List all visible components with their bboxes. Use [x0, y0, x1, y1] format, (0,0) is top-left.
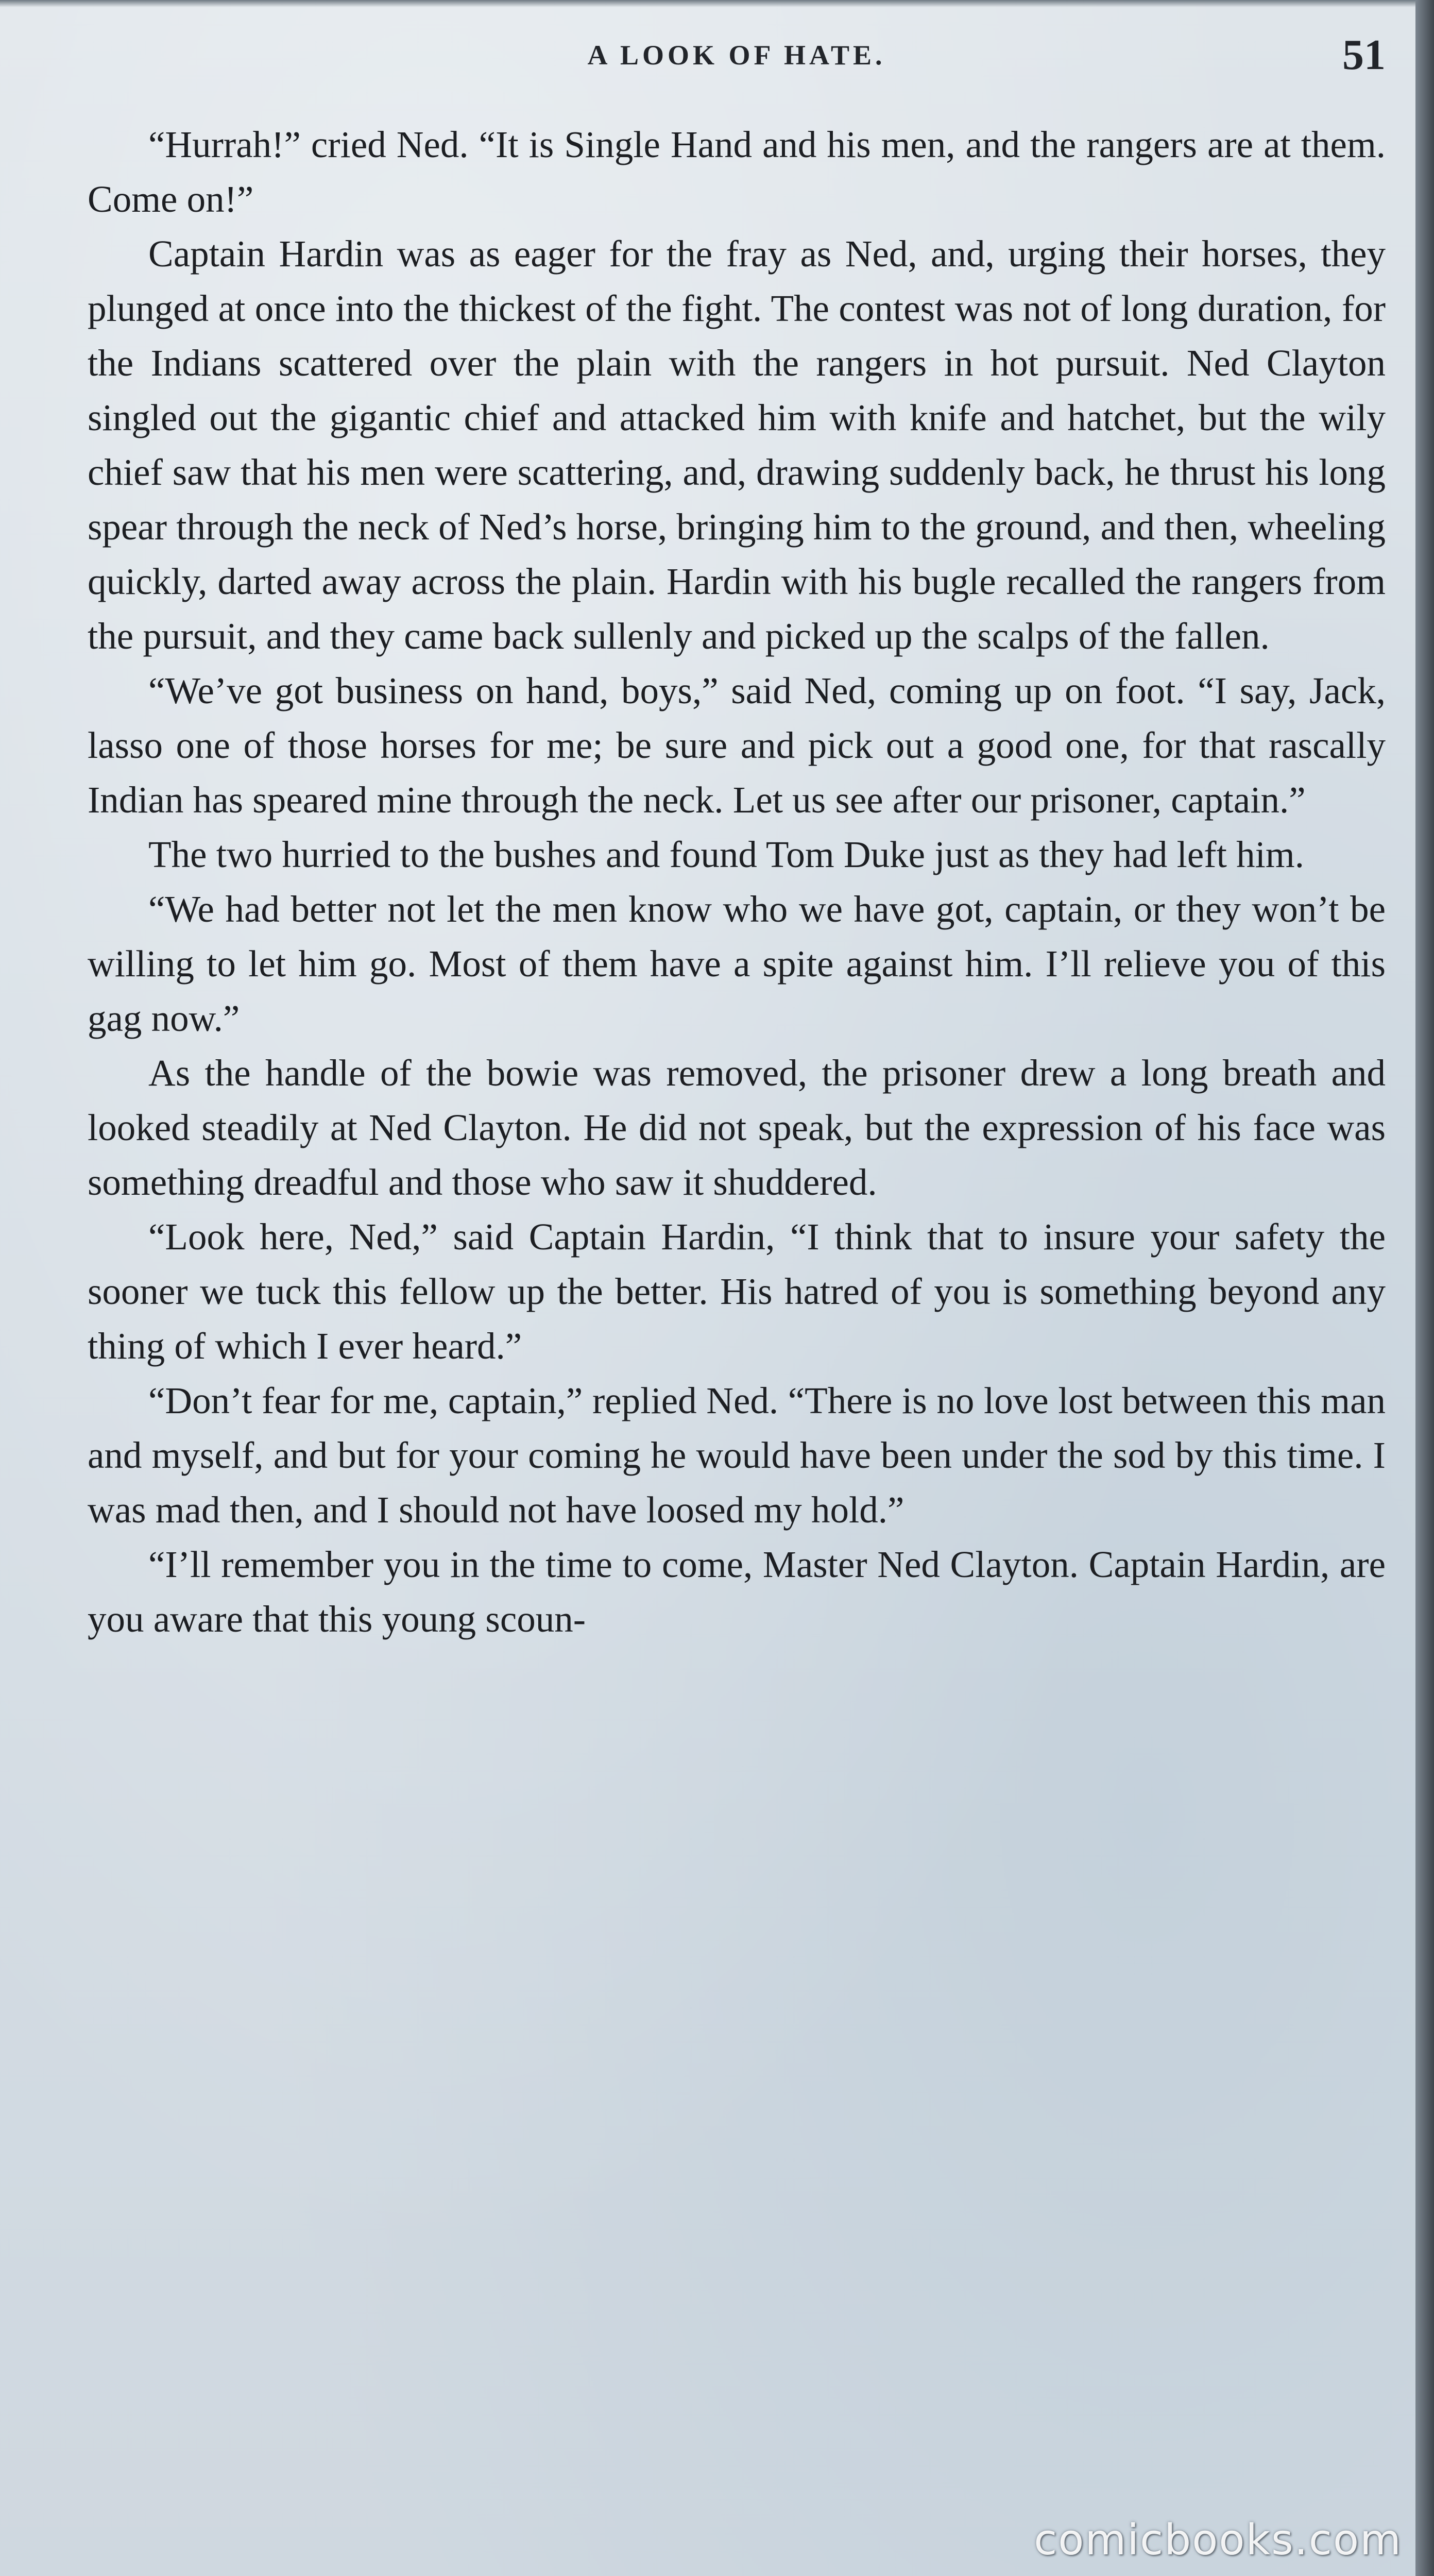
- page-header: [88, 30, 1386, 81]
- book-edge: [1415, 0, 1434, 2576]
- paragraph: Captain Hardin was as eager for the fray as Ned, and, urging their horses, they plunged at once into the thickest of the fight. The contest was not of long duration, for the Indians scattered over the plain with the rangers in hot pursuit. Ned Clayton singled out the gigantic chief and attacked him with knife and hatchet, but the wily chief saw that his men were scattering, and, drawing suddenly back, he thrust his long spear through the neck of Ned’s horse, bringing him to the ground, and then, wheeling quickly, darted away across the plain. Hardin with his bugle recalled the rangers from the pursuit, and they came back sullenly and picked up the scalps of the fallen.: [88, 233, 1386, 657]
- paragraph: “Don’t fear for me, captain,” replied Ned. “There is no love lost between this man and myself, and but for your coming he would have been under the sod by this time. I was mad then, and I should not have loosed my hold.”: [88, 1380, 1386, 1531]
- paragraph: “We’ve got business on hand, boys,” said Ned, coming up on foot. “I say, Jack, lasso one of those horses for me; be sure and pick out a good one, for that rascally Indian has speared mine through the neck. Let us see after our prisoner, captain.”: [88, 670, 1386, 821]
- page-top-shadow: [0, 0, 1434, 7]
- paragraph: “Look here, Ned,” said Captain Hardin, “I think that to insure your safety the sooner we tuck this fellow up the better. His hatred of you is something beyond any thing of which I ever heard.”: [88, 1216, 1386, 1367]
- page-number: 51: [1342, 31, 1386, 79]
- paragraph: “Hurrah!” cried Ned. “It is Single Hand and his men, and the rangers are at them. Come on!”: [88, 124, 1386, 220]
- paragraph: As the handle of the bowie was removed, the prisoner drew a long breath and looked steadily at Ned Clayton. He did not speak, but the expression of his face was something dreadful and those who saw it shuddered.: [88, 1052, 1386, 1203]
- paragraph: “I’ll remember you in the time to come, Master Ned Clayton. Captain Hardin, are you aware that this young scoun-: [88, 1544, 1386, 1640]
- running-head: A LOOK OF HATE.: [587, 40, 886, 71]
- watermark: comicbooks.com: [1034, 2516, 1402, 2565]
- paragraph: The two hurried to the bushes and found Tom Duke just as they had left him.: [148, 834, 1304, 875]
- body-text: [88, 117, 1386, 1647]
- paragraph: “We had better not let the men know who we have got, captain, or they won’t be willing to let him go. Most of them have a spite against him. I’ll relieve you of this gag now.”: [88, 888, 1386, 1039]
